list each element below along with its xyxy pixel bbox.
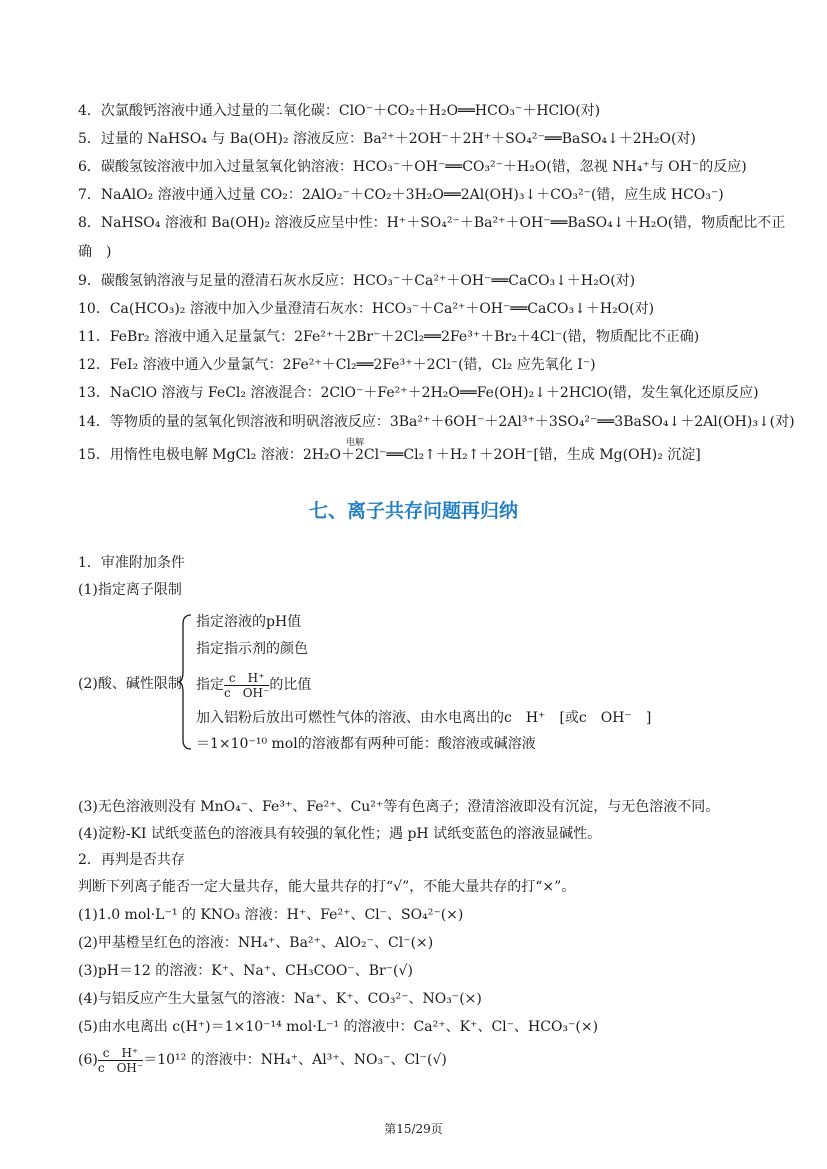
brace-item: ＝1×10⁻¹⁰ mol的溶液都有两种可能：酸溶液或碱溶液	[196, 736, 536, 752]
question-item: (5)由水电离出 c(H⁺)＝1×10⁻¹⁴ mol·L⁻¹ 的溶液中：Ca²⁺、K⁺、Cl⁻、HCO₃⁻(×)	[78, 1019, 599, 1035]
text: 指定	[196, 677, 224, 693]
text: (6)	[78, 1052, 98, 1068]
numerator: c H⁺	[224, 671, 269, 686]
brace-item: 加入铝粉后放出可燃性气体的溶液、由水电离出的c H⁺ [或c OH⁻ ]	[196, 710, 652, 726]
question-item: (2)甲基橙呈红色的溶液：NH₄⁺、Ba²⁺、AlO₂⁻、Cl⁻(×)	[78, 935, 434, 951]
section-title: 七、离子共存问题再归纳	[308, 500, 518, 522]
paragraph: (3)无色溶液则没有 MnO₄⁻、Fe³⁺、Fe²⁺、Cu²⁺等有色离子；澄清溶液即没有沉淀，与无色溶液不同。	[78, 799, 720, 815]
reaction-item: 确 )	[78, 244, 112, 260]
reaction-item: 7．NaAlO₂ 溶液中通入过量 CO₂：2AlO₂⁻＋CO₂＋3H₂O══2Al(OH)₃↓＋CO₃²⁻(错，应生成 HCO₃⁻)	[78, 187, 724, 203]
reaction-item: 14．等物质的量的氢氧化钡溶液和明矾溶液反应：3Ba²⁺＋6OH⁻＋2Al³⁺＋3SO₄²⁻══3BaSO₄↓＋2Al(OH)₃↓(对)	[78, 414, 795, 430]
paragraph: 判断下列离子能否一定大量共存，能大量共存的打“√”，不能大量共存的打“×”。	[78, 879, 576, 895]
electrolysis-label: 电解	[346, 438, 365, 448]
denominator: c OH⁻	[224, 685, 270, 700]
question-item: (4)与铝反应产生大量氢气的溶液：Na⁺、K⁺、CO₃²⁻、NO₃⁻(×)	[78, 991, 482, 1007]
brace-item	[196, 667, 311, 703]
reaction-item: 8．NaHSO₄ 溶液和 Ba(OH)₂ 溶液反应呈中性：H⁺＋SO₄²⁻＋Ba²⁺＋OH⁻══BaSO₄↓＋H₂O(错，物质配比不正	[78, 215, 786, 231]
brace-item: 指定指示剂的颜色	[196, 641, 308, 657]
numerator: c H⁺	[98, 1046, 143, 1061]
reaction-item: 9．碳酸氢钠溶液与足量的澄清石灰水反应：HCO₃⁻＋Ca²⁺＋OH⁻══CaCO₃↓＋H₂O(对)	[78, 273, 636, 289]
denominator: c OH⁻	[97, 1060, 144, 1075]
brace-icon	[178, 614, 192, 750]
text: 的比值	[269, 677, 312, 693]
paragraph: (4)淀粉-KI 试纸变蓝色的溶液具有较强的氧化性；遇 pH 试纸变蓝色的溶液显碱性。	[78, 826, 602, 842]
reaction-item: 15．用惰性电极电解 MgCl₂ 溶液：2H₂O＋2Cl⁻══Cl₂↑＋H₂↑＋2OH⁻[错，生成 Mg(OH)₂ 沉淀]	[78, 447, 701, 463]
fraction	[98, 1046, 143, 1075]
question-item: (1)1.0 mol·L⁻¹ 的 KNO₃ 溶液：H⁺、Fe²⁺、Cl⁻、SO₄²⁻(×)	[78, 907, 464, 923]
reaction-item: 12．FeI₂ 溶液中通入少量氯气：2Fe²⁺＋Cl₂══2Fe³⁺＋2Cl⁻(错，Cl₂ 应先氧化 I⁻)	[78, 357, 596, 373]
reaction-item: 4．次氯酸钙溶液中通入过量的二氧化碳：ClO⁻＋CO₂＋H₂O══HCO₃⁻＋HClO(对)	[78, 103, 601, 119]
fraction	[224, 671, 269, 700]
subheading: 2．再判是否共存	[78, 852, 185, 868]
reaction-item: 6．碳酸氢铵溶液中加入过量氢氧化钠溶液：HCO₃⁻＋OH⁻══CO₃²⁻＋H₂O(错，忽视 NH₄⁺与 OH⁻的反应)	[78, 159, 747, 175]
page-number: 第15/29页	[384, 1122, 443, 1136]
paragraph: (1)指定离子限制	[78, 582, 182, 598]
reaction-item: 11．FeBr₂ 溶液中通入足量氯气：2Fe²⁺＋2Br⁻＋2Cl₂══2Fe³⁺＋Br₂＋4Cl⁻(错，物质配比不正确)	[78, 329, 700, 345]
subheading: 1．审准附加条件	[78, 555, 185, 571]
question-item: (3)pH＝12 的溶液：K⁺、Na⁺、CH₃COO⁻、Br⁻(√)	[78, 963, 413, 979]
reaction-item: 10．Ca(HCO₃)₂ 溶液中加入少量澄清石灰水：HCO₃⁻＋Ca²⁺＋OH⁻══CaCO₃↓＋H₂O(对)	[78, 301, 655, 317]
brace-item: 指定溶液的pH值	[196, 614, 302, 630]
question-item	[78, 1042, 447, 1078]
brace-label: (2)酸、碱性限制	[78, 676, 182, 692]
reaction-item: 5．过量的 NaHSO₄ 与 Ba(OH)₂ 溶液反应：Ba²⁺＋2OH⁻＋2H⁺＋SO₄²⁻══BaSO₄↓＋2H₂O(对)	[78, 131, 696, 147]
reaction-item: 13．NaClO 溶液与 FeCl₂ 溶液混合：2ClO⁻＋Fe²⁺＋2H₂O══Fe(OH)₂↓＋2HClO(错，发生氧化还原反应)	[78, 385, 759, 401]
text: ＝10¹² 的溶液中：NH₄⁺、Al³⁺、NO₃⁻、Cl⁻(√)	[143, 1052, 447, 1068]
